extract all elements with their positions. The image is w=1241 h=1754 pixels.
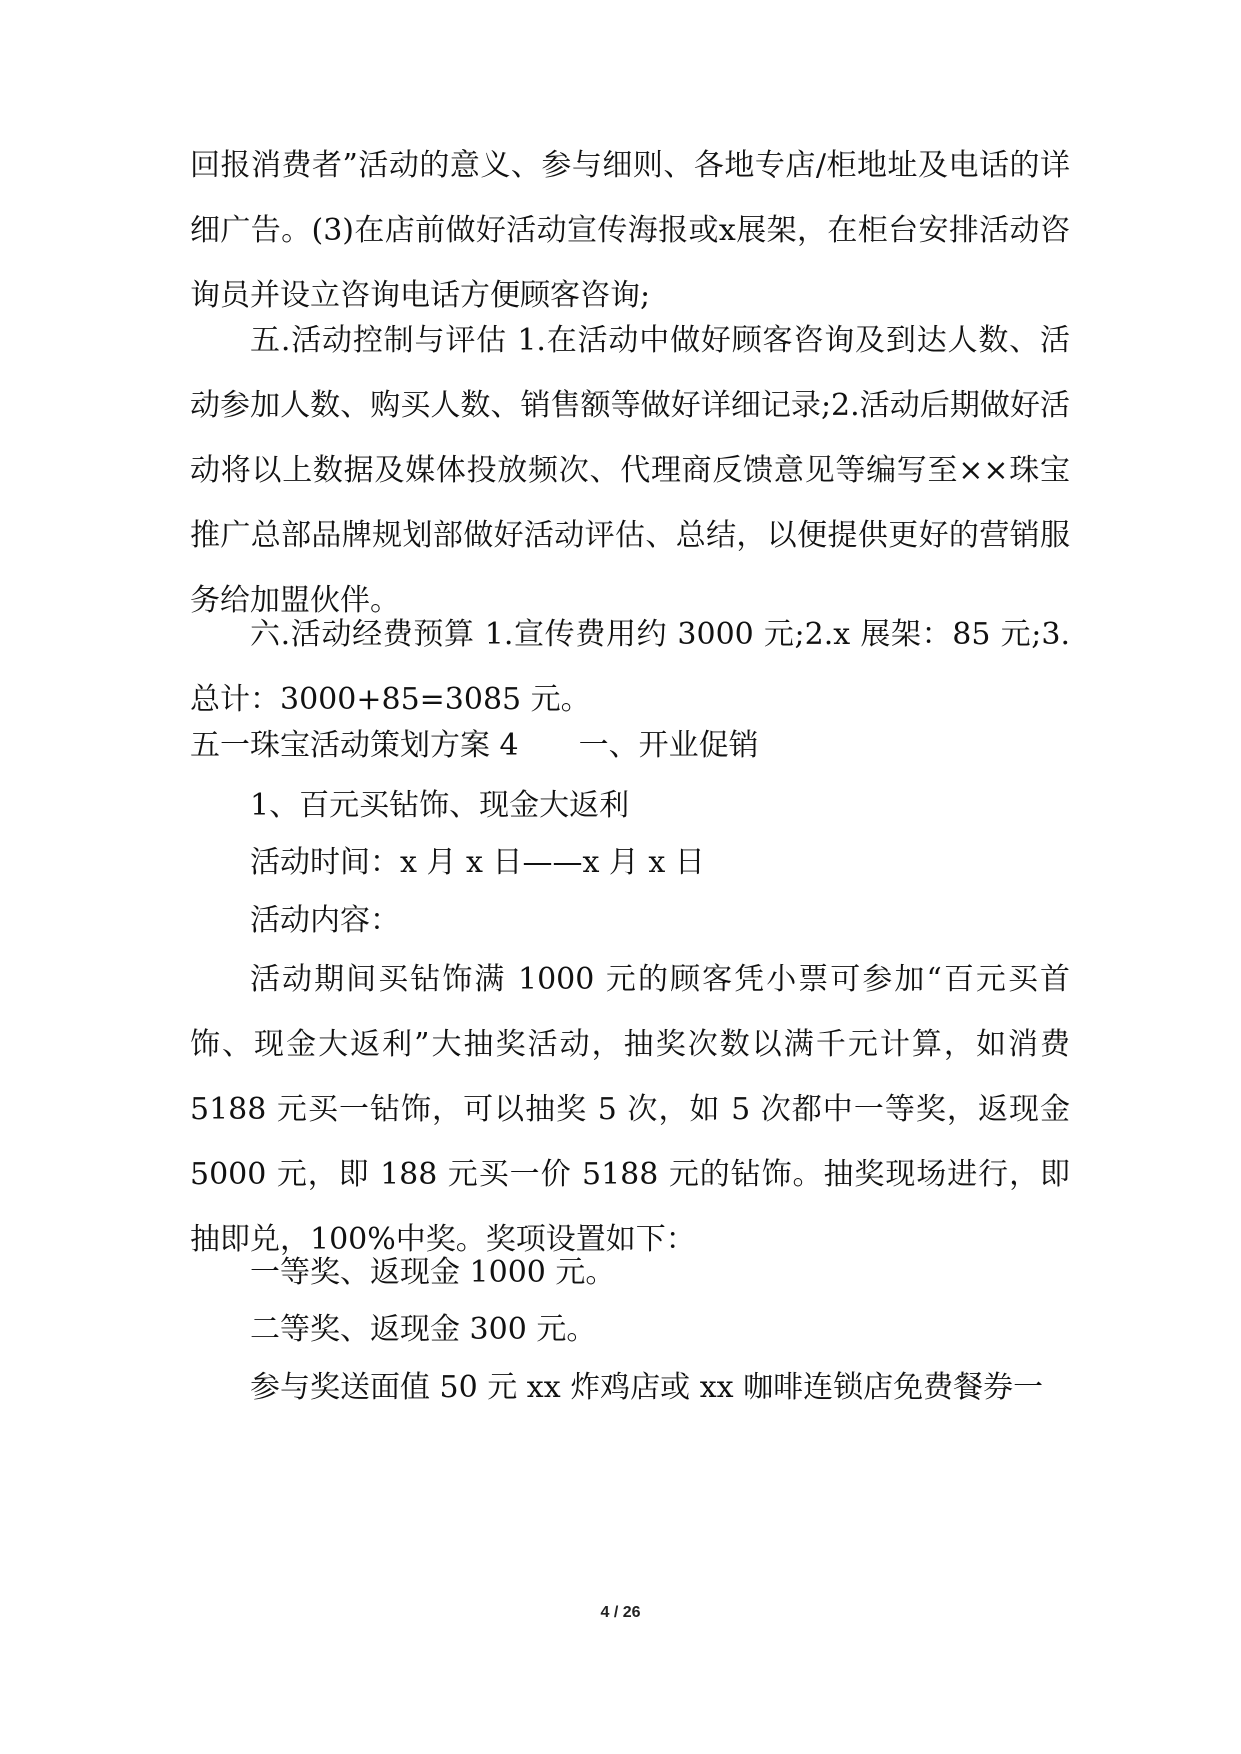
prize-second: 二等奖、返现金 300 元。 [250,1312,597,1347]
activity-content-label: 活动内容： [250,903,400,938]
item-heading-1: 1、百元买钻饰、现金大返利 [250,788,630,823]
page-number: 4 / 26 [600,1604,641,1621]
paragraph-budget: 六.活动经费预算 1.宣传费用约 3000 元;2.x 展架：85 元;3.总计：3000+85=3085 元。 [190,617,1070,717]
prize-first: 一等奖、返现金 1000 元。 [250,1255,616,1290]
paragraph-activity-content: 活动期间买钻饰满 1000 元的顾客凭小票可参加“百元买首饰、现金大返利”大抽奖活动，抽奖次数以满千元计算，如消费 5188 元买一钻饰，可以抽奖 5 次，如 5 次都中一等奖，返现金 5000 元，即 188 元买一价 5188 元的钻饰。抽奖现场进行，即抽即兑，100%中奖。奖项设置如下： [190,962,1070,1257]
prize-participation: 参与奖送面值 50 元 xx 炸鸡店或 xx 咖啡连锁店免费餐券一 [250,1370,1044,1405]
paragraph-activity-control: 五.活动控制与评估 1.在活动中做好顾客咨询及到达人数、活动参加人数、购买人数、销售额等做好详细记录;2.活动后期做好活动将以上数据及媒体投放频次、代理商反馈意见等编写至××珠宝推广总部品牌规划部做好活动评估、总结，以便提供更好的营销服务给加盟伙伴。 [190,323,1070,618]
section-heading-plan-4: 五一珠宝活动策划方案 4 一、开业促销 [190,728,759,763]
paragraph-advertising: 回报消费者”活动的意义、参与细则、各地专店/柜地址及电话的详细广告。(3)在店前做好活动宣传海报或x展架，在柜台安排活动咨询员并设立咨询电话方便顾客咨询; [190,148,1070,313]
activity-time: 活动时间：x 月 x 日——x 月 x 日 [250,845,705,880]
